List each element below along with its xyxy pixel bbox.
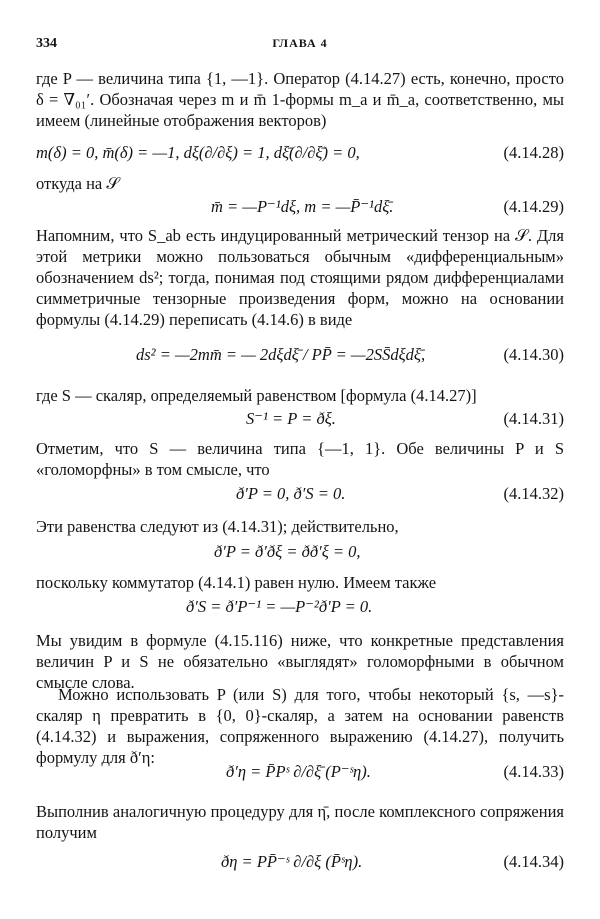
paragraph: откуда на 𝒮 [36, 174, 120, 193]
equation-number: (4.14.33) [503, 762, 564, 781]
equation-formula: m(δ) = 0, m̄(δ) = —1, dξ(∂/∂ξ) = 1, dξ̄(∂/∂ξ̄) = 0, [36, 143, 360, 162]
equation-number: (4.14.29) [503, 197, 564, 216]
equation-formula: S⁻¹ = P = ðξ. [246, 409, 336, 428]
equation-number: (4.14.28) [503, 143, 564, 162]
equation-formula: ð′P = ð′ðξ = ðð′ξ = 0, [214, 542, 361, 561]
equation-number: (4.14.31) [503, 409, 564, 428]
equation-formula: ð′η = P̄Pˢ ∂/∂ξ̄ (P⁻ˢη). [226, 762, 371, 781]
paragraph: Мы увидим в формуле (4.15.116) ниже, что конкретные представления величин P и S не обязательно «выглядят» голоморфными в обычном смысле слова. [36, 631, 564, 692]
equation-number: (4.14.32) [503, 484, 564, 503]
equation-formula: m̄ = —P⁻¹dξ, m = —P̄⁻¹dξ̄. [211, 197, 394, 216]
paragraph: Выполнив аналогичную процедуру для η̄, после комплексного сопряжения получим [36, 802, 564, 842]
paragraph: Можно использовать P (или S) для того, чтобы некоторый {s, —s}-скаляр η превратить в {0, 0}-скаляр, а затем на основании равенств (4.14.32) и выражения, сопряженного выражению (4.14.27), получить формулу для ð′η: [36, 685, 564, 767]
equation-4-14-30 [36, 345, 564, 373]
equation-formula: ðη = PP̄⁻ˢ ∂/∂ξ (P̄ˢη). [221, 852, 363, 871]
equation-4-14-33 [36, 762, 564, 790]
equation-4-14-28 [36, 143, 564, 171]
equation-number: (4.14.30) [503, 345, 564, 364]
page-header [36, 36, 564, 56]
page-number: 334 [36, 36, 57, 51]
equation-formula: ð′P = 0, ð′S = 0. [236, 484, 346, 503]
paragraph: Эти равенства следуют из (4.14.31); действительно, [36, 517, 399, 536]
equation-4-14-31 [36, 409, 564, 437]
equation-4-14-34 [36, 852, 564, 880]
paragraph: Напомним, что S_ab есть индуцированный метрический тензор на 𝒮. Для этой метрики можно пользоваться обычным «дифференциальным» обозначением ds²; тогда, понимая под стоящими рядом дифференциалами симметричные тензорные произведения форм, можно на основании формулы (4.14.29) переписать (4.14.6) в виде [36, 226, 564, 329]
chapter-title: ГЛАВА 4 [272, 36, 328, 50]
equation-formula: ð′S = ð′P⁻¹ = —P⁻²ð′P = 0. [186, 597, 373, 616]
equation-unnumbered [36, 597, 564, 625]
paragraph: поскольку коммутатор (4.14.1) равен нулю. Имеем также [36, 573, 437, 592]
equation-number: (4.14.34) [503, 852, 564, 871]
paragraph: где P — величина типа {1, —1}. Оператор (4.14.27) есть, конечно, просто δ = ∇₀₁′. Обозначая через m и m̄ 1-формы m_a и m̄_a, соответственно, мы имеем (линейные отображения векторов) [36, 69, 564, 130]
equation-unnumbered [36, 542, 564, 570]
paragraph: где S — скаляр, определяемый равенством [формула (4.14.27)] [36, 386, 477, 405]
equation-4-14-32 [36, 484, 564, 512]
equation-4-14-29 [36, 197, 564, 225]
paragraph: Отметим, что S — величина типа {—1, 1}. Обе величины P и S «голоморфны» в том смысле, что [36, 439, 564, 479]
equation-formula: ds² = —2mm̄ = — 2dξdξ̄ / PP̄ = —2SS̄dξdξ̄, [136, 345, 426, 364]
